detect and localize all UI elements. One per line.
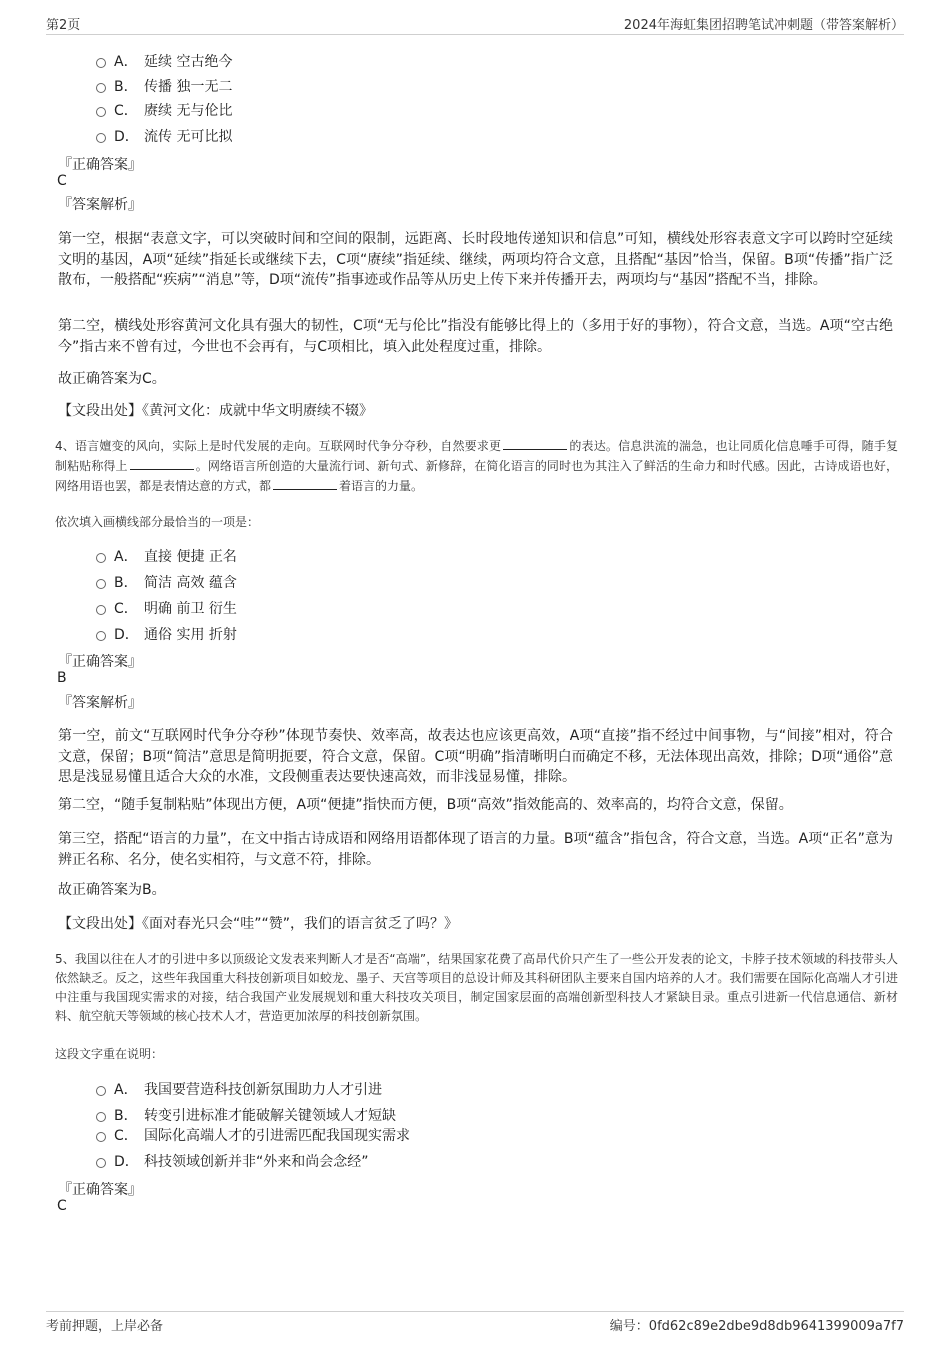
q4-question-text: 4、语言嬗变的风向，实际上是时代发展的走向。互联网时代争分夺秒，自然要求更 的表达。信息洪流的湍急，也让同质化信息唾手可得，随手复制粘贴称得上 。网络语言所创造的大量流行词、新句式、新修辞，在简化语言的同时也为其注入了鲜活的生命力和时代感。因此，古诗成语也好，网络用语也罢，都是表情达意的方式，都 着语言的力量。 (55, 436, 898, 496)
q4-analysis-para-3: 第三空，搭配“语言的力量”，在文中指古诗成语和网络用语都体现了语言的力量。B项“蕴含”指包含，符合文意，当选。A项“正名”意为辨正名称、名分，使名实相符，与文意不符，排除。 (58, 831, 893, 868)
q5-option-d[interactable]: D． 科技领域创新并非“外来和尚会念经” (96, 1151, 369, 1171)
q5-answer-label: 『正确答案』 (58, 1182, 142, 1198)
q3-answer: C (57, 173, 67, 189)
q3-analysis-label: 『答案解析』 (58, 197, 142, 213)
radio-circle-icon[interactable] (96, 1132, 106, 1142)
q4-analysis-para-2: 第二空，“随手复制粘贴”体现出方便，A项“便捷”指快而方便，B项“高效”指效能高的、效率高的，均符合文意，保留。 (58, 797, 793, 813)
q3-option-b[interactable]: B． 传播 独一无二 (96, 76, 232, 96)
q3-analysis-conclusion: 故正确答案为C。 (58, 371, 166, 387)
q5-option-b[interactable]: B． 转变引进标准才能破解关键领域人才短缺 (96, 1105, 396, 1125)
fill-blank-3 (273, 476, 337, 490)
page-number: 第2页 (46, 18, 81, 33)
q5-answer: C (57, 1198, 67, 1214)
q4-prompt: 依次填入画横线部分最恰当的一项是： (55, 515, 260, 529)
q5-option-a[interactable]: A． 我国要营造科技创新氛围助力人才引进 (96, 1079, 382, 1099)
q4-analysis-conclusion: 故正确答案为B。 (58, 882, 166, 898)
fill-blank-1 (503, 436, 567, 450)
q4-analysis-label: 『答案解析』 (58, 695, 142, 711)
radio-circle-icon[interactable] (96, 553, 106, 563)
radio-circle-icon[interactable] (96, 133, 106, 143)
radio-circle-icon[interactable] (96, 1158, 106, 1168)
q3-source: 【文段出处】《黄河文化：成就中华文明赓续不辍》 (58, 403, 373, 419)
q4-answer: B (57, 670, 67, 686)
radio-circle-icon[interactable] (96, 605, 106, 615)
q4-option-c[interactable]: C． 明确 前卫 衍生 (96, 598, 237, 618)
radio-circle-icon[interactable] (96, 579, 106, 589)
q3-analysis-para-1: 第一空，根据“表意文字，可以突破时间和空间的限制，远距离、长时段地传递知识和信息”可知，横线处形容表意文字可以跨时空延续文明的基因，A项“延续”指延长或继续下去，C项“赓续”指延续、继续，两项均符合文意，且搭配“基因”恰当，保留。B项“传播”指广泛散布，一般搭配“疾病”“消息”等，D项“流传”指事迹或作品等从历史上传下来并传播开去，两项均与“基因”搭配不当，排除。 (58, 231, 893, 288)
fill-blank-2 (130, 456, 194, 470)
q5-option-c[interactable]: C． 国际化高端人才的引进需匹配我国现实需求 (96, 1125, 410, 1145)
q3-option-d[interactable]: D． 流传 无可比拟 (96, 126, 232, 146)
radio-circle-icon[interactable] (96, 58, 106, 68)
radio-circle-icon[interactable] (96, 83, 106, 93)
q4-source: 【文段出处】《面对春光只会“哇”“赞”，我们的语言贫乏了吗？》 (58, 916, 459, 932)
q4-option-d[interactable]: D． 通俗 实用 折射 (96, 624, 237, 644)
q3-option-a[interactable]: A． 延续 空古绝今 (96, 51, 232, 71)
document-code: 编号：0fd62c89e2dbe9d8db9641399009a7f7 (609, 1319, 904, 1334)
q5-prompt: 这段文字重在说明： (55, 1047, 164, 1061)
q4-option-b[interactable]: B． 简洁 高效 蕴含 (96, 572, 237, 592)
q3-option-c[interactable]: C． 赓续 无与伦比 (96, 100, 232, 120)
q4-analysis-para-1: 第一空，前文“互联网时代争分夺秒”体现节奏快、效率高，故表达也应该更高效，A项“直接”指不经过中间事物，与“间接”相对，符合文意，保留；B项“简洁”意思是简明扼要，符合文意，保留。C项“明确”指清晰明白而确定不移，无法体现出高效，排除；D项“通俗”意思是浅显易懂且适合大众的水准，文段侧重表达要快速高效，而非浅显易懂，排除。 (58, 728, 893, 785)
radio-circle-icon[interactable] (96, 631, 106, 641)
q3-analysis-para-2: 第二空，横线处形容黄河文化具有强大的韧性，C项“无与伦比”指没有能够比得上的（多用于好的事物），符合文意，当选。A项“空古绝今”指古来不曾有过，今世也不会再有，与C项相比，填入此处程度过重，排除。 (58, 318, 893, 355)
q4-option-a[interactable]: A． 直接 便捷 正名 (96, 546, 237, 566)
q4-answer-label: 『正确答案』 (58, 654, 142, 670)
footer-slogan: 考前押题，上岸必备 (46, 1319, 164, 1334)
radio-circle-icon[interactable] (96, 1086, 106, 1096)
page-footer (46, 1311, 904, 1338)
radio-circle-icon[interactable] (96, 1112, 106, 1122)
document-title: 2024年海虹集团招聘笔试冲刺题（带答案解析） (623, 18, 904, 33)
radio-circle-icon[interactable] (96, 107, 106, 117)
page-header (46, 14, 904, 35)
q5-question-text: 5、我国以往在人才的引进中多以顶级论文发表来判断人才是否“高端”，结果国家花费了高昂代价只产生了一些公开发表的论文，卡脖子技术领域的科技带头人依然缺乏。反之，这些年我国重大科技创新项目如蛟龙、墨子、天宫等项目的总设计师及其科研团队主要来自国内培养的人才。我们需要在国际化高端人才引进中注重与我国现实需求的对接，结合我国产业发展规划和重大科技攻关项目，制定国家层面的高端创新型科技人才紧缺目录。重点引进新一代信息通信、新材料、航空航天等领域的核心技术人才，营造更加浓厚的科技创新氛围。 (55, 952, 898, 1023)
q3-answer-label: 『正确答案』 (58, 157, 142, 173)
